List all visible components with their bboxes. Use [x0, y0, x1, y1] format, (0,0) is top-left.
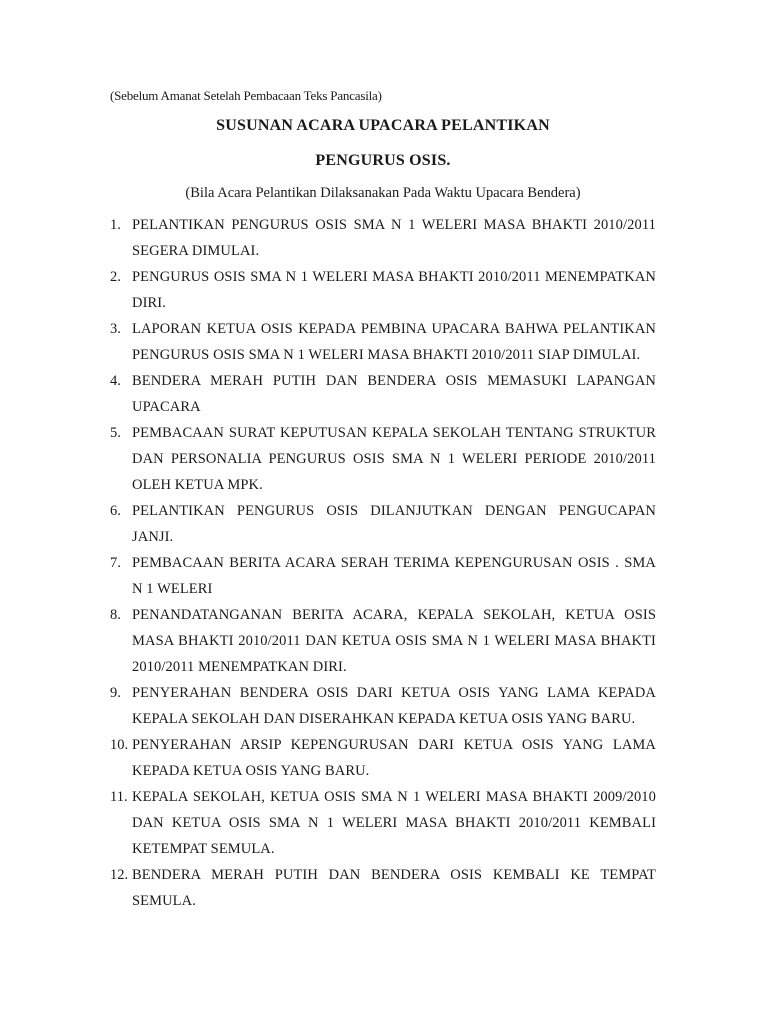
- list-item: [110, 316, 656, 368]
- item-number: 1.: [110, 217, 121, 233]
- item-text: PENGURUS OSIS SMA N 1 WELERI MASA BHAKTI 2010/2011 MENEMPATKAN DIRI.: [132, 269, 656, 311]
- item-number: 7.: [110, 555, 121, 571]
- item-text: PENANDATANGANAN BERITA ACARA, KEPALA SEKOLAH, KETUA OSIS MASA BHAKTI 2010/2011 DAN KETUA OSIS SMA N 1 WELERI MASA BHAKTI 2010/2011 MENEMPATKAN DIRI.: [132, 607, 656, 675]
- item-number: 4.: [110, 373, 121, 389]
- item-number: 6.: [110, 503, 121, 519]
- title-line-2: PENGURUS OSIS.: [315, 152, 451, 169]
- list-item: [110, 420, 656, 498]
- list-item: [110, 498, 656, 550]
- item-number: 2.: [110, 269, 121, 285]
- item-text: LAPORAN KETUA OSIS KEPADA PEMBINA UPACARA BAHWA PELANTIKAN PENGURUS OSIS SMA N 1 WELERI MASA BHAKTI 2010/2011 SIAP DIMULAI.: [132, 321, 656, 363]
- list-item: [110, 550, 656, 602]
- list-item: [110, 680, 656, 732]
- agenda-list: [110, 212, 656, 914]
- list-item: [110, 784, 656, 862]
- item-number: 11.: [110, 789, 128, 805]
- item-number: 9.: [110, 685, 121, 701]
- item-text: PEMBACAAN SURAT KEPUTUSAN KEPALA SEKOLAH TENTANG STRUKTUR DAN PERSONALIA PENGURUS OSIS SMA N 1 WELERI PERIODE 2010/2011 OLEH KETUA MPK.: [132, 425, 656, 493]
- pre-note: (Sebelum Amanat Setelah Pembacaan Teks Pancasila): [110, 88, 382, 103]
- list-item: [110, 368, 656, 420]
- list-item: [110, 602, 656, 680]
- list-item: [110, 862, 656, 914]
- item-text: PENYERAHAN BENDERA OSIS DARI KETUA OSIS YANG LAMA KEPADA KEPALA SEKOLAH DAN DISERAHKAN KEPADA KETUA OSIS YANG BARU.: [132, 685, 656, 727]
- item-text: BENDERA MERAH PUTIH DAN BENDERA OSIS MEMASUKI LAPANGAN UPACARA: [132, 373, 656, 415]
- item-number: 8.: [110, 607, 121, 623]
- item-number: 12.: [110, 867, 129, 883]
- item-text: PEMBACAAN BERITA ACARA SERAH TERIMA KEPENGURUSAN OSIS . SMA N 1 WELERI: [132, 555, 656, 597]
- item-number: 10.: [110, 737, 129, 753]
- item-text: BENDERA MERAH PUTIH DAN BENDERA OSIS KEMBALI KE TEMPAT SEMULA.: [132, 867, 656, 909]
- subtitle: (Bila Acara Pelantikan Dilaksanakan Pada Waktu Upacara Bendera): [185, 185, 581, 201]
- list-item: [110, 264, 656, 316]
- item-number: 5.: [110, 425, 121, 441]
- title-line-1: SUSUNAN ACARA UPACARA PELANTIKAN: [216, 117, 550, 134]
- item-text: PENYERAHAN ARSIP KEPENGURUSAN DARI KETUA OSIS YANG LAMA KEPADA KETUA OSIS YANG BARU.: [132, 737, 656, 779]
- item-text: KEPALA SEKOLAH, KETUA OSIS SMA N 1 WELERI MASA BHAKTI 2009/2010 DAN KETUA OSIS SMA N 1 WELERI MASA BHAKTI 2010/2011 KEMBALI KETEMPAT SEMULA.: [132, 789, 656, 857]
- item-number: 3.: [110, 321, 121, 337]
- item-text: PELANTIKAN PENGURUS OSIS SMA N 1 WELERI MASA BHAKTI 2010/2011 SEGERA DIMULAI.: [132, 217, 656, 259]
- list-item: [110, 732, 656, 784]
- list-item: [110, 212, 656, 264]
- item-text: PELANTIKAN PENGURUS OSIS DILANJUTKAN DENGAN PENGUCAPAN JANJI.: [132, 503, 656, 545]
